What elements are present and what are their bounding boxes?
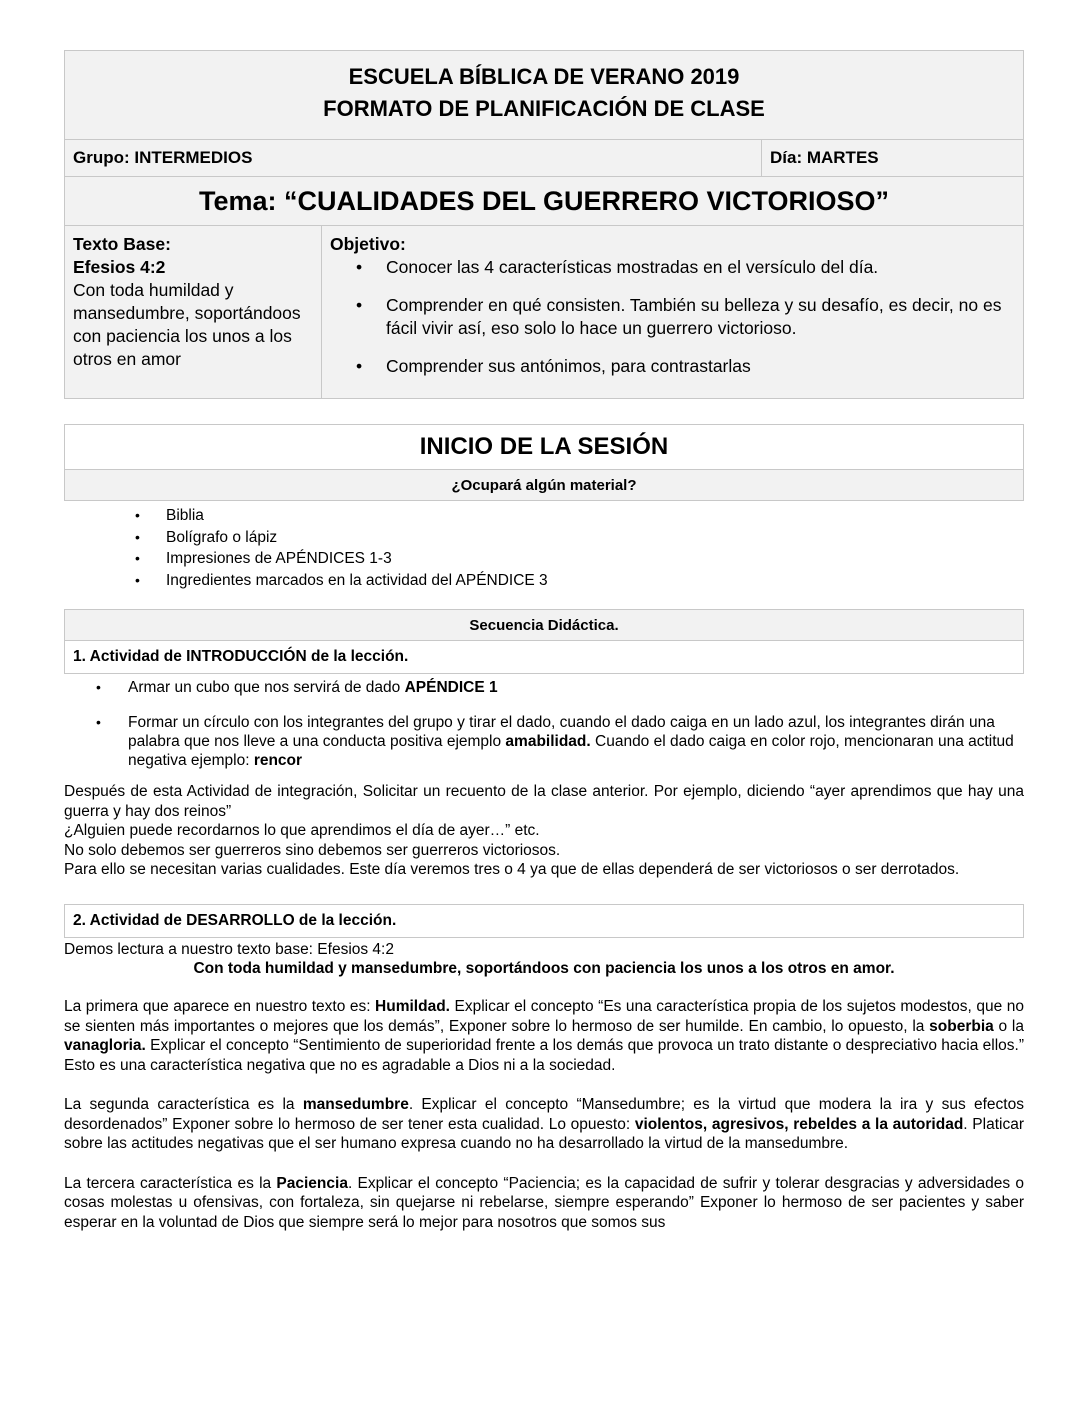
texto-base-cell xyxy=(65,226,322,399)
texto-base-ref: Efesios 4:2 xyxy=(73,257,166,277)
material-item: • Biblia xyxy=(166,505,1024,527)
lectura-line: Demos lectura a nuestro texto base: Efesios 4:2 xyxy=(64,940,394,958)
bullet-icon: • xyxy=(135,550,140,566)
secuencia-title: Secuencia Didáctica. xyxy=(65,610,1024,641)
bullet-icon: • xyxy=(135,571,140,588)
paragraph: No solo debemos ser guerreros sino debemos ser guerreros victoriosos. xyxy=(64,841,561,859)
tema-title: Tema: “CUALIDADES DEL GUERRERO VICTORIOSO” xyxy=(65,177,1024,226)
paragraph: Para ello se necesitan varias cualidades. Este día veremos tres o 4 ya que de ellas dependerá de ser victoriosos o ser derrotados. xyxy=(64,861,960,878)
material-item: • Ingredientes marcados en la actividad del APÉNDICE 3 xyxy=(166,570,1024,592)
objetivo-list xyxy=(330,256,1015,378)
act1-item: • Formar un círculo con los integrantes del grupo y tirar el dado, cuando el dado caiga en un lado azul, los integrantes dirán una palabra que nos lleve a una conducta positiva ejemplo amabilidad. Cuando el dado caiga en color rojo, mencionaran una actitud negativa ejemplo: rencor xyxy=(96,714,1014,769)
inicio-title: INICIO DE LA SESIÓN xyxy=(65,425,1024,470)
material-item: • Bolígrafo o lápiz xyxy=(166,527,1024,549)
objetivo-item: • Conocer las 4 características mostradas en el versículo del día. xyxy=(356,257,879,277)
verse-bold: Con toda humildad y mansedumbre, soportándoos con paciencia los unos a los otros en amor. xyxy=(193,960,895,977)
bullet-icon: • xyxy=(356,295,363,315)
texto-objetivo-table xyxy=(64,225,1024,399)
document-page xyxy=(64,50,1024,1232)
act1-title: 1. Actividad de INTRODUCCIÓN de la lección. xyxy=(65,641,1024,674)
bullet-icon: • xyxy=(96,714,101,730)
objetivo-cell xyxy=(322,226,1024,399)
bullet-icon: • xyxy=(356,257,363,277)
secuencia-table xyxy=(64,609,1024,674)
paciencia-paragraph: La tercera característica es la Paciencia. Explicar el concepto “Paciencia; es la capacidad de sufrir y tolerar desgracias y adversidades o cosas molestas u ofensivas, con fortaleza, sin quejarse ni rebelarse, siempre esperando” Exponer lo hermoso de ser pacientes y saber esperar en la voluntad de Dios que siempre será lo mejor para nosotros que somos sus xyxy=(64,1174,1025,1231)
bullet-icon: • xyxy=(135,507,140,523)
texto-base-label: Texto Base: xyxy=(73,234,171,254)
header-table xyxy=(64,50,1024,226)
grupo-cell: Grupo: INTERMEDIOS xyxy=(65,140,762,177)
materials-list xyxy=(64,505,1024,591)
material-item: • Impresiones de APÉNDICES 1-3 xyxy=(166,548,1024,570)
objetivo-item: • Comprender en qué consisten. También su belleza y su desafío, es decir, no es fácil vivir así, eso solo lo hace un guerrero victorioso. xyxy=(356,295,1002,338)
inicio-table xyxy=(64,424,1024,501)
objetivo-item: • Comprender sus antónimos, para contrastarlas xyxy=(356,356,751,376)
dia-cell: Día: MARTES xyxy=(762,140,1024,177)
act1-item: • Armar un cubo que nos servirá de dado APÉNDICE 1 xyxy=(96,679,498,696)
mansedumbre-paragraph: La segunda característica es la mansedumbre. Explicar el concepto “Mansedumbre; es la virtud que modera la ira y sus efectos desordenados” Exponer sobre lo hermoso de ser tener esta cualidad. Lo opuesto: violentos, agresivos, rebeldes a la autoridad. Platicar sobre las actitudes negativas que el ser humano expresa cuando no ha desarrollado la virtud de la mansedumbre. xyxy=(64,1096,1024,1152)
title-line-2: FORMATO DE PLANIFICACIÓN DE CLASE xyxy=(323,96,765,121)
act2-title: 2. Actividad de DESARROLLO de la lección. xyxy=(65,904,1024,937)
texto-base-verse: Con toda humildad y mansedumbre, soportándoos con paciencia los unos a los otros en amor xyxy=(73,280,301,369)
bullet-icon: • xyxy=(356,356,363,376)
paragraph: Después de esta Actividad de integración, Solicitar un recuento de la clase anterior. Por ejemplo, diciendo “ayer aprendimos que hay una guerra y hay dos reinos” xyxy=(64,783,1024,820)
bullet-icon: • xyxy=(135,528,140,545)
act1-paragraphs xyxy=(64,782,1024,880)
bullet-icon: • xyxy=(96,679,101,695)
paragraph: ¿Alguien puede recordarnos lo que aprendimos el día de ayer…” etc. xyxy=(64,822,540,839)
document-title xyxy=(65,51,1024,140)
humildad-paragraph: La primera que aparece en nuestro texto es: Humildad. Explicar el concepto “Es una característica propia de los sujetos modestos, que no se sienten más importantes o mejores que los demás”, Exponer sobre lo hermoso de ser humilde. En cambio, lo opuesto, la soberbia o la vanagloria. Explicar el concepto “Sentimiento de superioridad frente a los demás que provoca un trato distante o despreciativo hacia ellos.” Esto es una característica negativa que no es agradable a Dios ni a la sociedad. xyxy=(64,998,1024,1074)
act1-list xyxy=(64,678,1024,770)
objetivo-label: Objetivo: xyxy=(330,234,406,254)
title-line-1: ESCUELA BÍBLICA DE VERANO 2019 xyxy=(348,64,740,89)
act2-table xyxy=(64,904,1024,938)
material-question: ¿Ocupará algún material? xyxy=(65,470,1024,501)
